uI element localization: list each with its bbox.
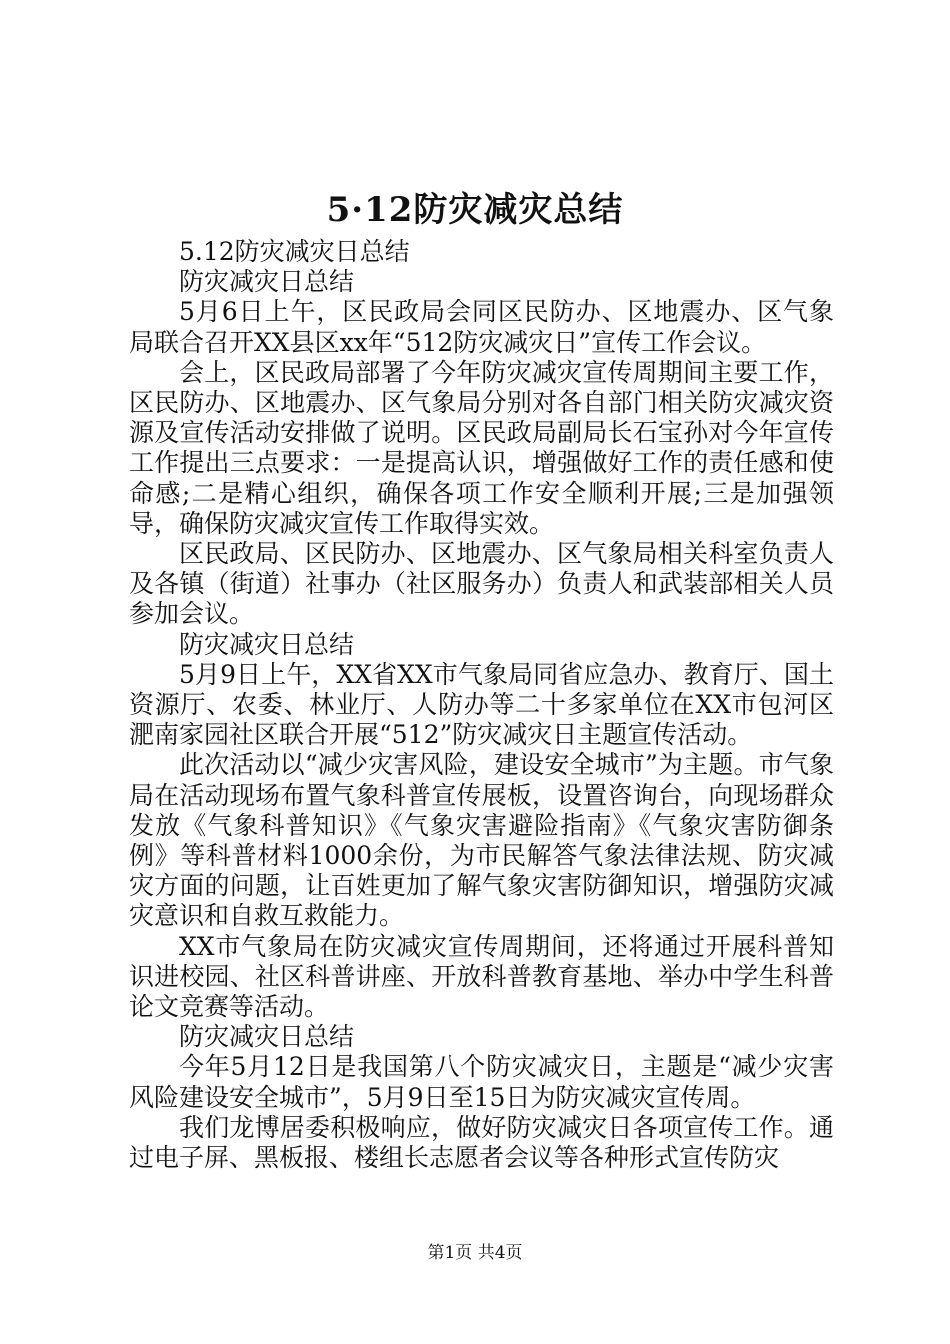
- paragraph-12: 我们龙博居委积极响应，做好防灾减灾日各项宣传工作。通过电子屏、黑板报、楼组长志愿者会议等各种形式宣传防灾: [129, 1112, 834, 1173]
- paragraph-3: 5月6日上午，区民政局会同区民防办、区地震办、区气象局联合召开XX县区xx年“512防灾减灾日”宣传工作会议。: [129, 297, 834, 357]
- page-footer: 第1页 共4页: [427, 1243, 523, 1263]
- paragraph-7: 5月9日上午，XX省XX市气象局同省应急办、教育厅、国土资源厅、农委、林业厅、人防办等二十多家单位在XX市包河区淝南家园社区联合开展“512”防灾减灾日主题宣传活动。: [129, 659, 834, 750]
- paragraph-8: 此次活动以“减少灾害风险，建设安全城市”为主题。市气象局在活动现场布置气象科普宣传展板，设置咨询台，向现场群众发放《气象科普知识》《气象灾害避险指南》《气象灾害防御条例》等科普材料1000余份，为市民解答气象法律法规、防灾减灾方面的问题，让百姓更加了解气象灾害防御知识，增强防灾减灾意识和自救互救能力。: [129, 750, 834, 931]
- document-title: 5·12防灾减灾总结: [326, 190, 624, 230]
- paragraph-5: 区民政局、区民防办、区地震办、区气象局相关科室负责人及各镇（街道）社事办（社区服务办）负责人和武装部相关人员参加会议。: [129, 539, 834, 629]
- paragraph-11: 今年5月12日是我国第八个防灾减灾日，主题是“减少灾害风险建设安全城市”，5月9日至15日为防灾减灾宣传周。: [129, 1052, 834, 1112]
- section-heading-1: 防灾减灾日总结: [179, 267, 355, 297]
- paragraph-1: 5.12防灾减灾日总结: [179, 237, 410, 266]
- document-body: [129, 237, 834, 1173]
- section-heading-3: 防灾减灾日总结: [179, 1022, 355, 1052]
- paragraph-4: 会上，区民政局部署了今年防灾减灾宣传周期间主要工作，区民防办、区地震办、区气象局分别对各自部门相关防灾减灾资源及宣传活动安排做了说明。区民政局副局长石宝孙对今年宣传工作提出三点要求：一是提高认识，增强做好工作的责任感和使命感;二是精心组织，确保各项工作安全顺利开展;三是加强领导，确保防灾减灾宣传工作取得实效。: [129, 357, 834, 538]
- section-heading-2: 防灾减灾日总结: [179, 629, 355, 659]
- paragraph-9: XX市气象局在防灾减灾宣传周期间，还将通过开展科普知识进校园、社区科普讲座、开放科普教育基地、举办中学生科普论文竞赛等活动。: [129, 931, 834, 1022]
